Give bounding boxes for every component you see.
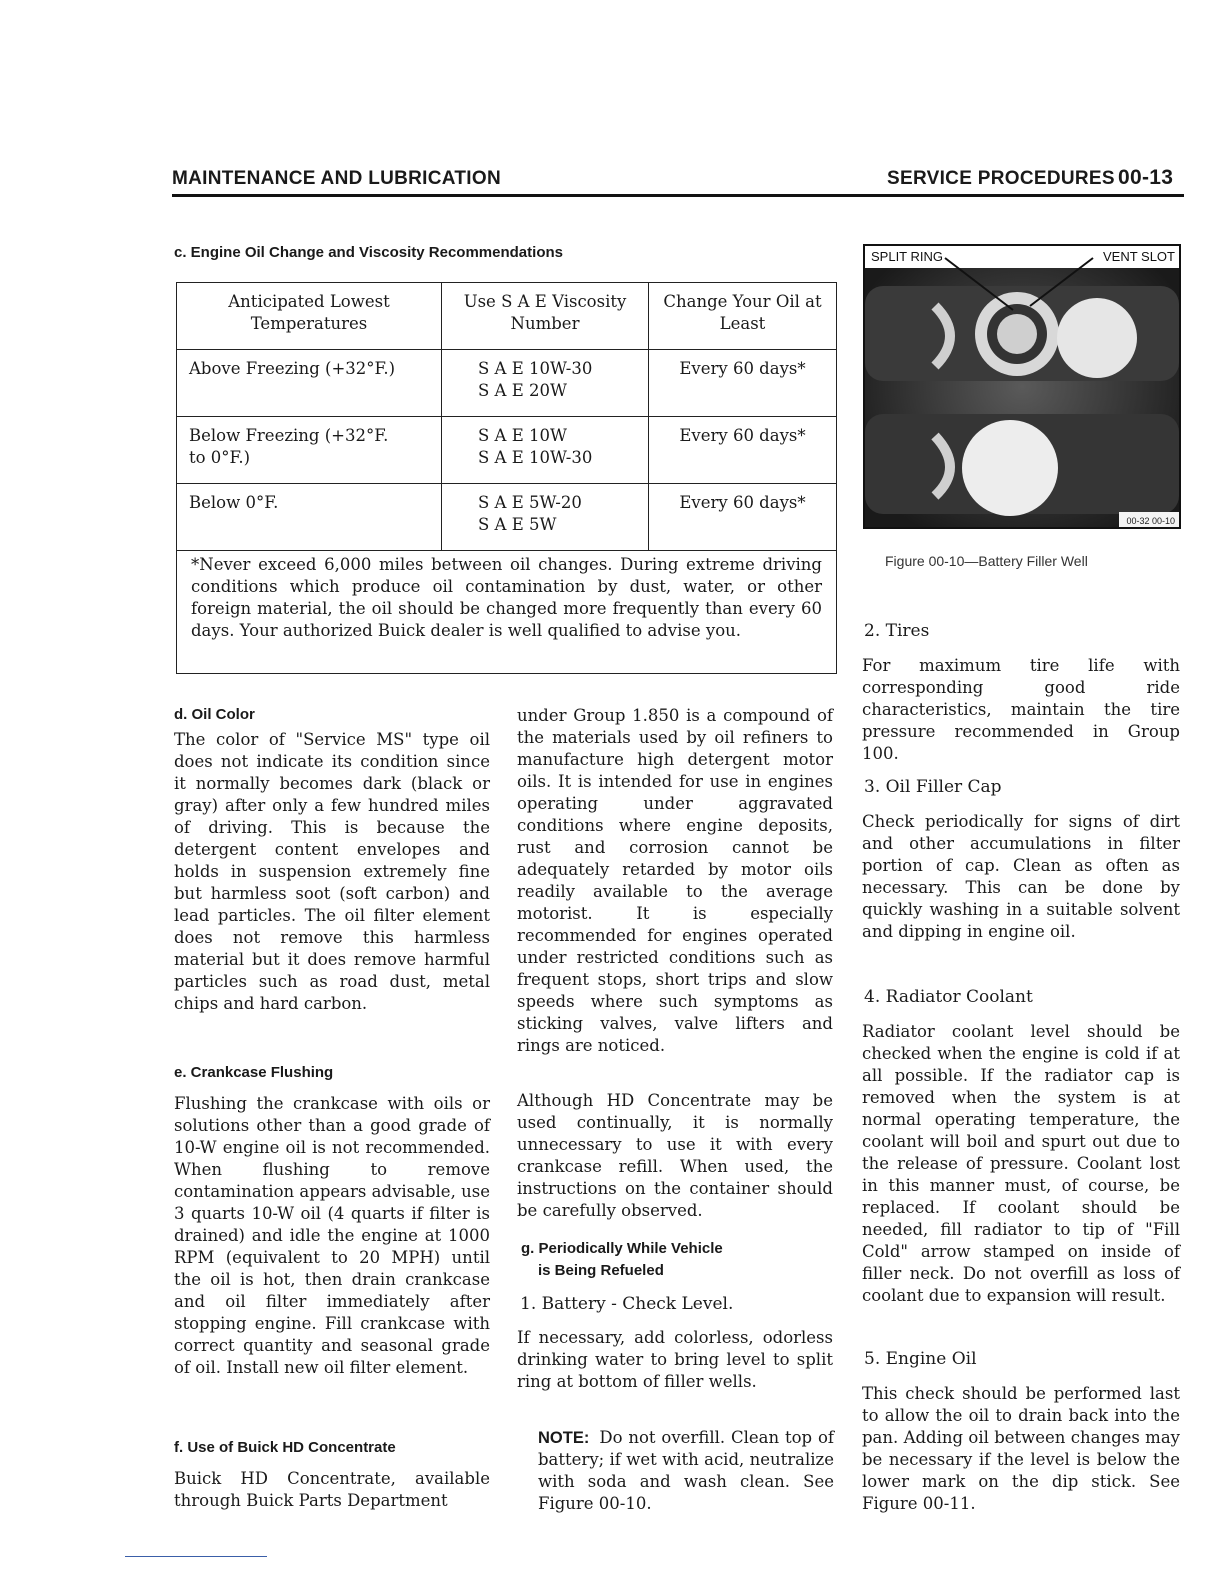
item2-title: 2. Tires [864,621,930,641]
item4-text: Radiator coolant level should be checked when the engine is cold if at all possible. If the radiator cap is removed when the system is at normal operating temperature, the coolant will boil and spurt out due to the release of pressure. Coolant lost in this manner must, of course, be replaced. If coolant should be needed, fill radiator to tip of "Fill Cold" arrow stamped on inside of filler neck. Do not overfill as loss of coolant due to expansion will result. [862,1022,1180,1305]
section-f-title: f. Use of Buick HD Concentrate [174,1439,396,1456]
figure-caption: Figure 00-10—Battery Filler Well [885,553,1088,569]
table-cell-temp [177,417,442,484]
temp-text: Below Freezing (+32°F. to 0°F.) [189,426,389,467]
table-cell-change: Every 60 days* [649,484,837,551]
table-cell-sae [442,417,649,484]
section-f-text-start: Buick HD Concentrate, available through Buick Parts Department [174,1469,490,1510]
running-header-title: SERVICE PROCEDURES [887,168,1115,189]
header-rule [172,194,1184,197]
table-row [177,484,837,551]
table-footnote: *Never exceed 6,000 miles between oil changes. During extreme driving conditions which produce oil contamination by dust, water, or other foreign material, the oil should be changed more frequently than every 60 days. Your authorized Buick dealer is well qualified to advise you. [176,544,837,674]
item4-title: 4. Radiator Coolant [864,987,1033,1007]
table-cell-change: Every 60 days* [649,350,837,417]
item2-text: For maximum tire life with corresponding good ride characteristics, maintain the tire pressure recommended in Group 100. [862,656,1180,763]
table-header-cell: Use S A E Viscosity Number [442,283,649,350]
item3-text: Check periodically for signs of dirt and other accumulations in filter portion of cap. Clean as often as necessary. This can be done by quickly washing in a suitable solvent and dipping in engine oil. [862,812,1180,941]
battery-filler-well-photo [863,244,1181,529]
page-number: 00-13 [1118,166,1174,189]
note-text: Do not overfill. Clean top of battery; if wet with acid, neutralize with soda and wash clean. See Figure 00-10. [538,1428,834,1513]
section-c-title: c. Engine Oil Change and Viscosity Recommendations [174,244,563,261]
footer-line [125,1556,267,1557]
sae-grade: S A E 5W-20 [478,493,582,512]
battery-photo-illustration [865,246,1179,527]
photo-code: 00-32 00-10 [1126,516,1175,526]
sae-grade: S A E 10W [478,426,567,445]
table-cell-change: Every 60 days* [649,417,837,484]
photo-label-vent-slot: VENT SLOT [1102,249,1175,264]
section-d-text: The color of "Service MS" type oil does not indicate its condition since it normally becomes dark (black or gray) after only a few hundred miles of driving. This is because the detergent content envelopes and holds in suspension extremely fine but harmless soot (soft carbon) and lead particles. The oil filter element does not remove this harmless material but it does remove harmful particles such as road dust, metal chips and hard carbon. [174,730,490,1013]
section-e-title: e. Crankcase Flushing [174,1064,334,1081]
table-cell-temp: Above Freezing (+32°F.) [177,350,442,417]
table-cell-sae [442,350,649,417]
item1-text: If necessary, add colorless, odorless drinking water to bring level to split ring at bottom of filler wells. [517,1328,833,1391]
running-header-left: MAINTENANCE AND LUBRICATION [172,168,501,189]
note-label: NOTE: [538,1429,590,1447]
sae-grade: S A E 10W-30 [478,448,593,467]
sae-grade: S A E 5W [478,515,557,534]
section-g-title-line1: g. Periodically While Vehicle [521,1240,723,1257]
table-row [177,417,837,484]
section-f-text-continued: under Group 1.850 is a compound of the materials used by oil refiners to manufacture high detergent motor oils. It is intended for use in engines operating under aggravated conditions where engine deposits, rust and corrosion cannot be adequately retarded by motor oils readily available to the average motorist. It is especially recommended for engines operated under restricted conditions such as frequent stops, short trips and slow speeds where such symptoms as sticking valves, valve lifters and rings are noticed. [517,706,833,1055]
table-cell-sae [442,484,649,551]
section-f-text-2: Although HD Concentrate may be used continually, it is normally unnecessary to use it with every crankcase refill. When used, the instructions on the container should be carefully observed. [517,1091,833,1220]
table-header-cell: Change Your Oil at Least [649,283,837,350]
photo-label-split-ring: SPLIT RING [871,249,944,264]
battery-note [538,1427,834,1515]
table-header-cell: Anticipated Lowest Temperatures [177,283,442,350]
item5-title: 5. Engine Oil [864,1349,977,1369]
table-row [177,350,837,417]
item5-text: This check should be performed last to allow the oil to drain back into the pan. Adding oil between changes may be necessary if the level is below the lower mark on the dip stick. See Figure 00-11. [862,1384,1180,1513]
table-header-row [177,283,837,350]
sae-grade: S A E 10W-30 [478,359,593,378]
oil-viscosity-table [176,282,837,551]
section-e-text: Flushing the crankcase with oils or solutions other than a good grade of 10-W engine oil is not recommended. When flushing to remove contamination appears advisable, use 3 quarts 10-W oil (4 quarts if filter is drained) and idle the engine at 1000 RPM (equivalent to 20 MPH) until the oil is hot, then drain crankcase and oil filter immediately after stopping engine. Fill crankcase with correct quantity and seasonal grade of oil. Install new oil filter element. [174,1094,490,1377]
item3-title: 3. Oil Filler Cap [864,777,1002,797]
table-cell-temp: Below 0°F. [177,484,442,551]
item1-title: 1. Battery - Check Level. [520,1294,734,1314]
section-d-title: d. Oil Color [174,706,255,723]
sae-grade: S A E 20W [478,381,567,400]
section-g-title-line2: is Being Refueled [538,1262,664,1279]
